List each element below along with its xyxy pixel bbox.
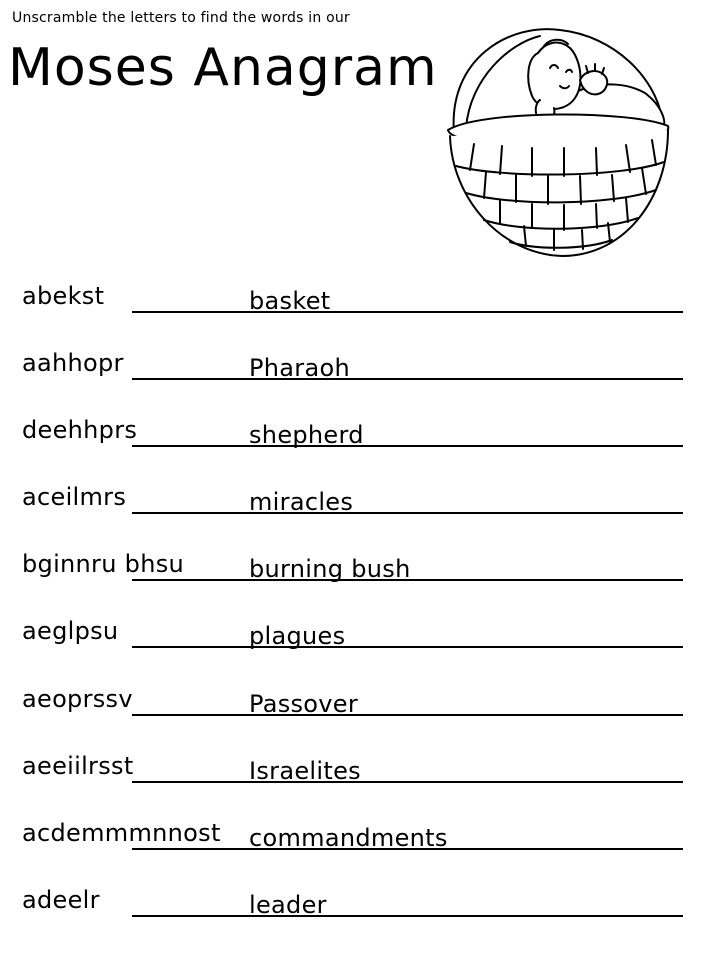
anagram-row [0,416,718,466]
answer-line [132,378,683,380]
page-title: Moses Anagram [8,38,438,98]
answer-line [132,646,683,648]
answer-word: miracles [249,488,354,516]
anagram-row [0,349,718,399]
answer-line [132,915,683,917]
answer-word: basket [249,287,331,315]
scrambled-word: aeoprssv [22,685,133,713]
answer-word: commandments [249,824,448,852]
scrambled-word: bginnru bhsu [22,550,185,578]
scrambled-word: aeeiilrsst [22,752,134,780]
anagram-row [0,282,718,332]
anagram-row [0,685,718,735]
answer-line [132,445,683,447]
anagram-row [0,819,718,869]
anagram-row [0,550,718,600]
scrambled-word: adeelr [22,886,100,914]
scrambled-word: deehhprs [22,416,138,444]
answer-word: leader [249,891,327,919]
scrambled-word: aceilmrs [22,483,127,511]
answer-word: Israelites [249,757,361,785]
answer-word: shepherd [249,421,364,449]
answer-line [132,512,683,514]
anagram-row [0,617,718,667]
anagram-row [0,752,718,802]
answer-word: burning bush [249,555,411,583]
answer-line [132,781,683,783]
scrambled-word: abekst [22,282,105,310]
scrambled-word: aahhopr [22,349,124,377]
scrambled-word: aeglpsu [22,617,119,645]
answer-word: Passover [249,690,359,718]
instructions-text: Unscramble the letters to find the words in our [12,10,350,26]
scrambled-word: acdemmmnnost [22,819,221,847]
answer-line [132,311,683,313]
answer-line [132,714,683,716]
answer-word: plagues [249,622,346,650]
answer-word: Pharaoh [249,354,350,382]
anagram-row [0,483,718,533]
anagram-row [0,886,718,936]
